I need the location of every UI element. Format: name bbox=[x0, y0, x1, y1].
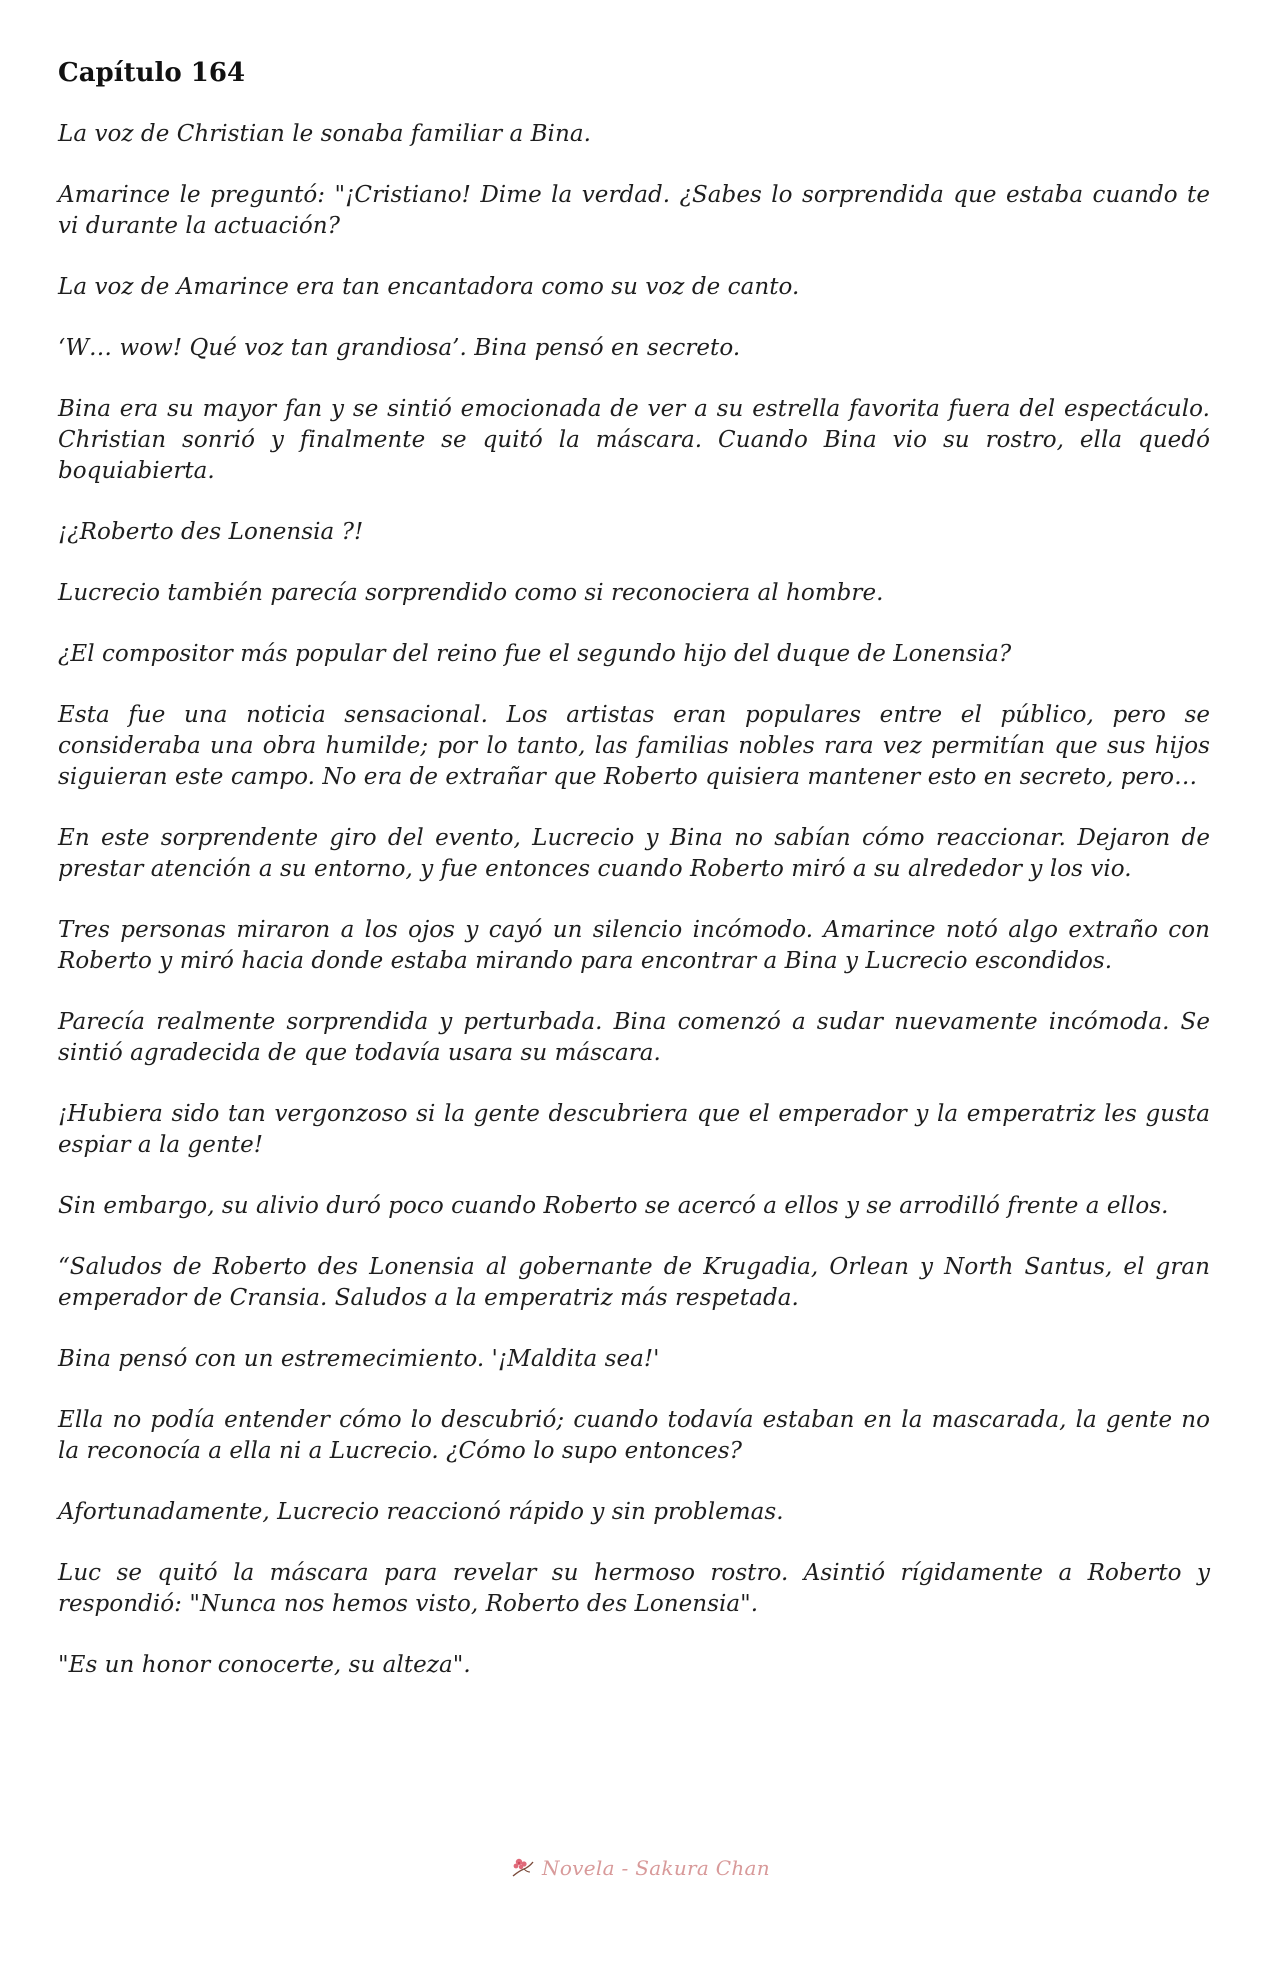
paragraph: “Saludos de Roberto des Lonensia al gobernante de Krugadia, Orlean y North Santus, el gran emperador de Cransia. Saludos a la emperatriz más respetada. bbox=[58, 1254, 1210, 1311]
paragraph: ¿El compositor más popular del reino fue el segundo hijo del duque de Lonensia? bbox=[58, 641, 1012, 667]
paragraph: Bina era su mayor fan y se sintió emocionada de ver a su estrella favorita fuera del espectáculo. Christian sonrió y finalmente se quitó la máscara. Cuando Bina vio su rostro, ella quedó boquiabierta. bbox=[58, 396, 1210, 484]
paragraph: Luc se quitó la máscara para revelar su hermoso rostro. Asintió rígidamente a Roberto y respondió: "Nunca nos hemos visto, Roberto des Lonensia". bbox=[58, 1560, 1210, 1617]
chapter-content bbox=[58, 56, 1210, 1711]
paragraph: Esta fue una noticia sensacional. Los artistas eran populares entre el público, pero se consideraba una obra humilde; por lo tanto, las familias nobles rara vez permitían que sus hijos siguieran este campo. No era de extrañar que Roberto quisiera mantener esto en secreto, pero… bbox=[58, 702, 1210, 790]
watermark bbox=[510, 1856, 770, 1880]
paragraph: ¡Hubiera sido tan vergonzoso si la gente descubriera que el emperador y la emperatriz les gusta espiar a la gente! bbox=[58, 1101, 1210, 1158]
paragraph: ‘W… wow! Qué voz tan grandiosa’. Bina pensó en secreto. bbox=[58, 335, 741, 361]
cherry-blossom-icon bbox=[510, 1856, 536, 1880]
paragraph: Sin embargo, su alivio duró poco cuando Roberto se acercó a ellos y se arrodilló frente a ellos. bbox=[58, 1193, 1169, 1219]
paragraph: Afortunadamente, Lucrecio reaccionó rápido y sin problemas. bbox=[58, 1499, 784, 1525]
paragraph: Amarince le preguntó: "¡Cristiano! Dime la verdad. ¿Sabes lo sorprendida que estaba cuando te vi durante la actuación? bbox=[58, 182, 1210, 239]
paragraph: En este sorprendente giro del evento, Lucrecio y Bina no sabían cómo reaccionar. Dejaron de prestar atención a su entorno, y fue entonces cuando Roberto miró a su alrededor y los vio. bbox=[58, 825, 1210, 882]
paragraph: Parecía realmente sorprendida y perturbada. Bina comenzó a sudar nuevamente incómoda. Se sintió agradecida de que todavía usara su máscara. bbox=[58, 1009, 1210, 1066]
watermark-text: Novela - Sakura Chan bbox=[542, 1856, 770, 1880]
paragraph: La voz de Amarince era tan encantadora como su voz de canto. bbox=[58, 274, 800, 300]
chapter-title: Capítulo 164 bbox=[58, 58, 246, 88]
footer-watermark bbox=[0, 1856, 1280, 1896]
paragraph: ¡¿Roberto des Lonensia ?! bbox=[58, 519, 364, 545]
paragraph: "Es un honor conocerte, su alteza". bbox=[58, 1652, 471, 1678]
paragraph: Bina pensó con un estremecimiento. '¡Maldita sea!' bbox=[58, 1346, 660, 1372]
paragraph: Tres personas miraron a los ojos y cayó un silencio incómodo. Amarince notó algo extraño con Roberto y miró hacia donde estaba mirando para encontrar a Bina y Lucrecio escondidos. bbox=[58, 917, 1210, 974]
paragraph: La voz de Christian le sonaba familiar a Bina. bbox=[58, 121, 591, 147]
paragraph: Lucrecio también parecía sorprendido como si reconociera al hombre. bbox=[58, 580, 884, 606]
paragraph: Ella no podía entender cómo lo descubrió; cuando todavía estaban en la mascarada, la gente no la reconocía a ella ni a Lucrecio. ¿Cómo lo supo entonces? bbox=[58, 1407, 1210, 1464]
